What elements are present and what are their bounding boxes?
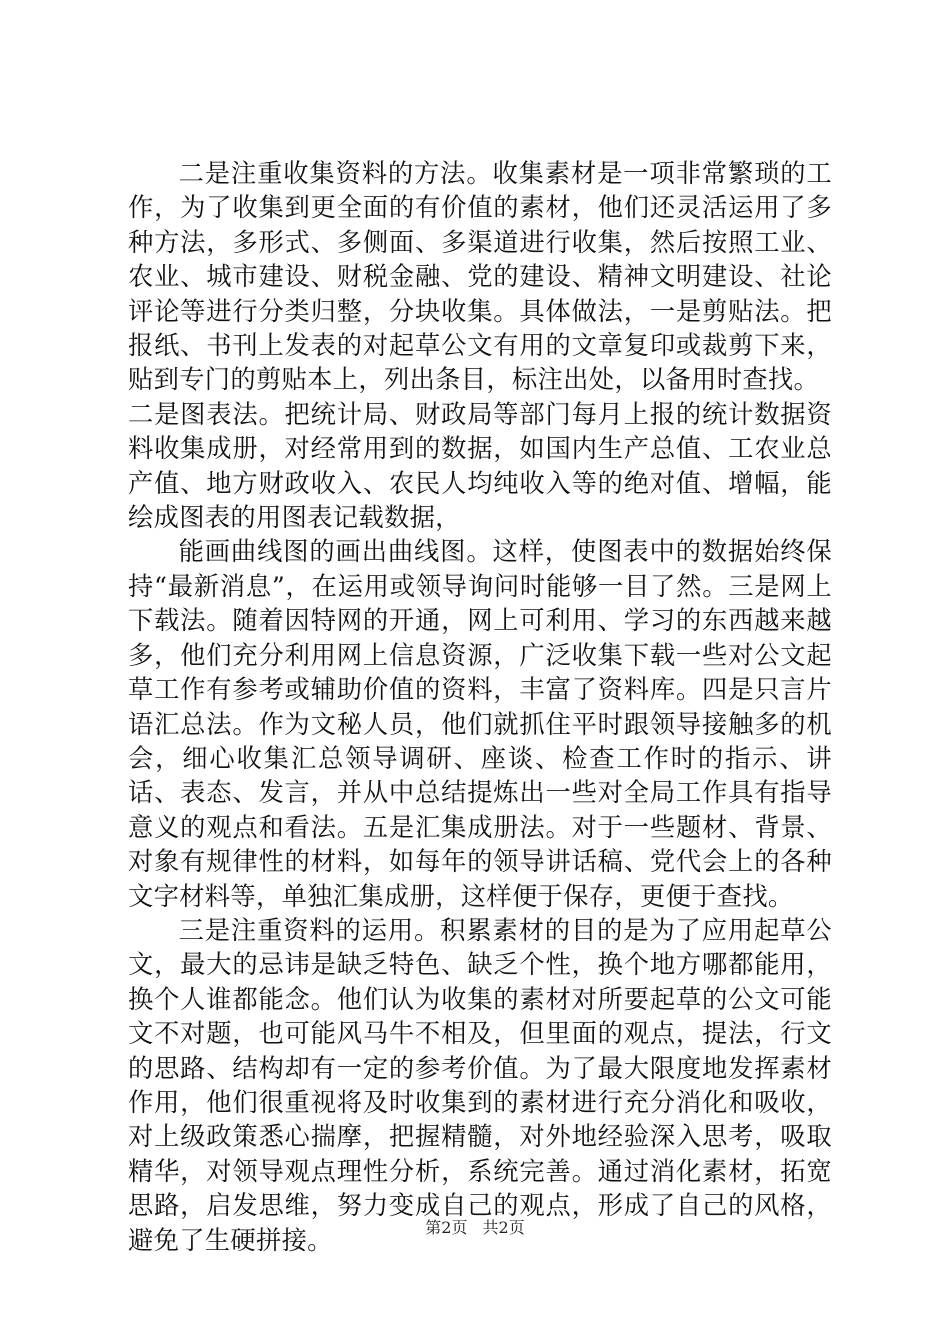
page-footer xyxy=(0,1218,950,1238)
paragraph-curve-and-online-methods: 能画曲线图的画出曲线图。这样，使图表中的数据始终保持“最新消息”，在运用或领导询问时能够一目了然。三是网上下载法。随着因特网的开通，网上可利用、学习的东西越来越多，他们充分利用网上信息资源，广泛收集下载一些对公文起草工作有参考或辅助价值的资料，丰富了资料库。四是只言片语汇总法。作为文秘人员，他们就抓住平时跟领导接触多的机会，细心收集汇总领导调研、座谈、检查工作时的指示、讲话、表态、发言，并从中总结提炼出一些对全局工作具有指导意义的观点和看法。五是汇集成册法。对于一些题材、背景、对象有规律性的材料，如每年的领导讲话稿、党代会上的各种文字材料等，单独汇集成册，这样便于保存，更便于查找。 xyxy=(128,537,832,911)
paragraph-collection-methods: 二是注重收集资料的方法。收集素材是一项非常繁琐的工作，为了收集到更全面的有价值的素材，他们还灵活运用了多种方法，多形式、多侧面、多渠道进行收集，然后按照工业、农业、城市建设、财税金融、党的建设、精神文明建设、社论评论等进行分类归整，分块收集。具体做法，一是剪贴法。把报纸、书刊上发表的对起草公文有用的文章复印或裁剪下来，贴到专门的剪贴本上，列出条目，标注出处，以备用时查找。 xyxy=(128,159,832,395)
paragraph-material-usage: 三是注重资料的运用。积累素材的目的是为了应用起草公文，最大的忌讳是缺乏特色、缺乏个性，换个地方哪都能用，换个人谁都能念。他们认为收集的素材对所要起草的公文可能文不对题，也可能风马牛不相及，但里面的观点，提法，行文的思路、结构却有一定的参考价值。为了最大限度地发挥素材作用，他们很重视将及时收集到的素材进行充分消化和吸收，对上级政策悉心揣摩，把握精髓，对外地经验深入思考，吸取精华，对领导观点理性分析，系统完善。通过消化素材，拓宽思路，启发思维，努力变成自己的观点，形成了自己的风格，避免了生硬拼接。 xyxy=(128,915,832,1255)
document-body xyxy=(128,157,832,1258)
paragraph-chart-method: 二是图表法。把统计局、财政局等部门每月上报的统计数据资料收集成册，对经常用到的数据，如国内生产总值、工农业总产值、地方财政收入、农民人均纯收入等的绝对值、增幅，能绘成图表的用图表记载数据， xyxy=(128,399,832,533)
page-total: 共2页 xyxy=(482,1218,525,1237)
page-number: 第2页 xyxy=(425,1218,468,1237)
